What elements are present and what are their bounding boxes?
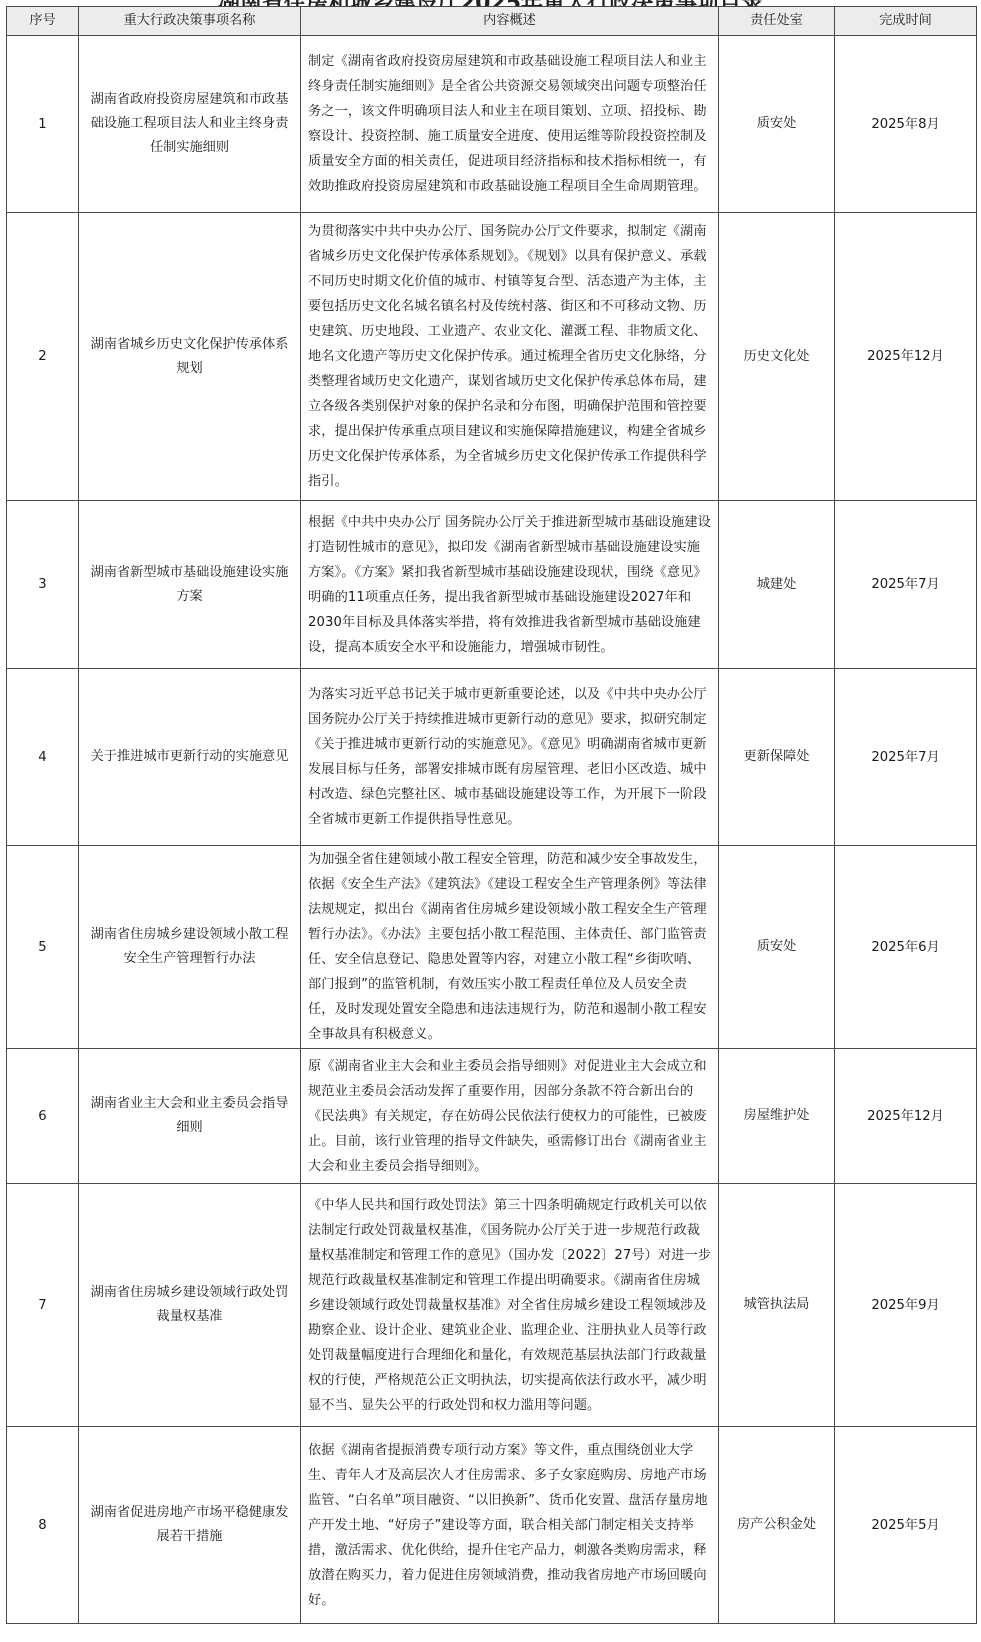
row-name: 湖南省促进房地产市场平稳健康发展若干措施 bbox=[79, 1427, 301, 1624]
table-row bbox=[7, 846, 977, 1049]
header-desc: 内容概述 bbox=[301, 7, 719, 36]
row-time: 2025年7月 bbox=[835, 501, 977, 669]
row-dept: 房屋维护处 bbox=[719, 1049, 835, 1184]
row-time: 2025年5月 bbox=[835, 1427, 977, 1624]
row-seq: 1 bbox=[7, 36, 79, 213]
row-seq: 6 bbox=[7, 1049, 79, 1184]
row-name: 湖南省住房城乡建设领域行政处罚裁量权基准 bbox=[79, 1184, 301, 1427]
row-seq: 7 bbox=[7, 1184, 79, 1427]
row-dept: 城建处 bbox=[719, 501, 835, 669]
row-dept: 房产公积金处 bbox=[719, 1427, 835, 1624]
row-seq: 8 bbox=[7, 1427, 79, 1624]
row-desc: 根据《中共中央办公厅 国务院办公厅关于推进新型城市基础设施建设打造韧性城市的意见》，拟印发《湖南省新型城市基础设施建设实施方案》。《方案》紧扣我省新型城市基础设施建设现状，围绕《意见》明确的11项重点任务，提出我省新型城市基础设施建设2027年和2030年目标及具体落实举措，将有效推进我省新型城市基础设施建设，提高本质安全水平和设施能力，增强城市韧性。 bbox=[301, 501, 719, 669]
row-dept: 质安处 bbox=[719, 846, 835, 1049]
row-dept: 历史文化处 bbox=[719, 213, 835, 501]
row-name: 湖南省业主大会和业主委员会指导细则 bbox=[79, 1049, 301, 1184]
row-name: 湖南省城乡历史文化保护传承体系规划 bbox=[79, 213, 301, 501]
row-name: 湖南省住房城乡建设领域小散工程安全生产管理暂行办法 bbox=[79, 846, 301, 1049]
header-dept: 责任处室 bbox=[719, 7, 835, 36]
table-row bbox=[7, 669, 977, 846]
row-dept: 城管执法局 bbox=[719, 1184, 835, 1427]
row-desc: 原《湖南省业主大会和业主委员会指导细则》对促进业主大会成立和规范业主委员会活动发挥了重要作用，因部分条款不符合新出台的《民法典》有关规定，存在妨碍公民依法行使权力的可能性，已被废止。目前，该行业管理的指导文件缺失，亟需修订出台《湖南省业主大会和业主委员会指导细则》。 bbox=[301, 1049, 719, 1184]
table-row bbox=[7, 36, 977, 213]
row-name: 关于推进城市更新行动的实施意见 bbox=[79, 669, 301, 846]
row-dept: 更新保障处 bbox=[719, 669, 835, 846]
row-time: 2025年9月 bbox=[835, 1184, 977, 1427]
row-desc: 《中华人民共和国行政处罚法》第三十四条明确规定行政机关可以依法制定行政处罚裁量权基准，《国务院办公厅关于进一步规范行政裁量权基准制定和管理工作的意见》（国办发〔2022〕27号）对进一步规范行政裁量权基准制定和管理工作提出明确要求。《湖南省住房城乡建设领域行政处罚裁量权基准》对全省住房城乡建设工程领域涉及勘察企业、设计企业、建筑业企业、监理企业、注册执业人员等行政处罚裁量幅度进行合理细化和量化，有效规范基层执法部门行政裁量权的行使，严格规范公正文明执法，切实提高依法行政水平，减少明显不当、显失公平的行政处罚和权力滥用等问题。 bbox=[301, 1184, 719, 1427]
row-name: 湖南省政府投资房屋建筑和市政基础设施工程项目法人和业主终身责任制实施细则 bbox=[79, 36, 301, 213]
table-row bbox=[7, 213, 977, 501]
row-desc: 依据《湖南省提振消费专项行动方案》等文件，重点围绕创业大学生、青年人才及高层次人才住房需求、多子女家庭购房、房地产市场监管、“白名单”项目融资、“以旧换新”、货币化安置、盘活存量房地产开发土地、“好房子”建设等方面，联合相关部门制定相关支持举措，激活需求、优化供给，提升住宅产品力，刺激各类购房需求，释放潜在购买力，着力促进住房领域消费，推动我省房地产市场回暖向好。 bbox=[301, 1427, 719, 1624]
header-seq: 序号 bbox=[7, 7, 79, 36]
table-row bbox=[7, 1427, 977, 1624]
row-desc: 为贯彻落实中共中央办公厅、国务院办公厅文件要求，拟制定《湖南省城乡历史文化保护传承体系规划》。《规划》以具有保护意义、承载不同历史时期文化价值的城市、村镇等复合型、活态遗产为主体，主要包括历史文化名城名镇名村及传统村落、街区和不可移动文物、历史建筑、历史地段、工业遗产、农业文化、灌溉工程、非物质文化、地名文化遗产等历史文化保护传承。通过梳理全省历史文化脉络，分类整理省域历史文化遗产，谋划省域历史文化保护传承总体布局，建立各级各类别保护对象的保护名录和分布图，明确保护范围和管控要求，提出保护传承重点项目建议和实施保障措施建议，构建全省城乡历史文化保护传承体系，为全省城乡历史文化保护传承工作提供科学指引。 bbox=[301, 213, 719, 501]
header-time: 完成时间 bbox=[835, 7, 977, 36]
row-seq: 2 bbox=[7, 213, 79, 501]
row-desc: 为落实习近平总书记关于城市更新重要论述，以及《中共中央办公厅 国务院办公厅关于持续推进城市更新行动的意见》要求，拟研究制定《关于推进城市更新行动的实施意见》。《意见》明确湖南省城市更新发展目标与任务，部署安排城市既有房屋管理、老旧小区改造、城中村改造、绿色完整社区、城市基础设施建设等工作，为开展下一阶段全省城市更新工作提供指导性意见。 bbox=[301, 669, 719, 846]
row-time: 2025年12月 bbox=[835, 1049, 977, 1184]
row-time: 2025年12月 bbox=[835, 213, 977, 501]
row-time: 2025年8月 bbox=[835, 36, 977, 213]
table-row bbox=[7, 1184, 977, 1427]
header-name: 重大行政决策事项名称 bbox=[79, 7, 301, 36]
row-seq: 3 bbox=[7, 501, 79, 669]
table-row bbox=[7, 501, 977, 669]
row-seq: 4 bbox=[7, 669, 79, 846]
row-seq: 5 bbox=[7, 846, 79, 1049]
table-row bbox=[7, 1049, 977, 1184]
row-desc: 为加强全省住建领域小散工程安全管理，防范和减少安全事故发生，依据《安全生产法》《建筑法》《建设工程安全生产管理条例》等法律法规规定，拟出台《湖南省住房城乡建设领域小散工程安全生产管理暂行办法》。《办法》主要包括小散工程范围、主体责任、部门监管责任、安全信息登记、隐患处置等内容，对建立小散工程“乡街吹哨、部门报到”的监管机制，有效压实小散工程责任单位及人员安全责任，及时发现处置安全隐患和违法违规行为，防范和遏制小散工程安全事故具有积极意义。 bbox=[301, 846, 719, 1049]
row-name: 湖南省新型城市基础设施建设实施方案 bbox=[79, 501, 301, 669]
table-header-row bbox=[7, 7, 977, 36]
row-time: 2025年6月 bbox=[835, 846, 977, 1049]
row-dept: 质安处 bbox=[719, 36, 835, 213]
row-desc: 制定《湖南省政府投资房屋建筑和市政基础设施工程项目法人和业主终身责任制实施细则》是全省公共资源交易领域突出问题专项整治任务之一，该文件明确项目法人和业主在项目策划、立项、招投标、勘察设计、投资控制、施工质量安全进度、使用运维等阶段投资控制及质量安全方面的相关责任，促进项目经济指标和技术指标相统一，有效助推政府投资房屋建筑和市政基础设施工程项目全生命周期管理。 bbox=[301, 36, 719, 213]
decision-items-table bbox=[6, 6, 977, 1624]
row-time: 2025年7月 bbox=[835, 669, 977, 846]
